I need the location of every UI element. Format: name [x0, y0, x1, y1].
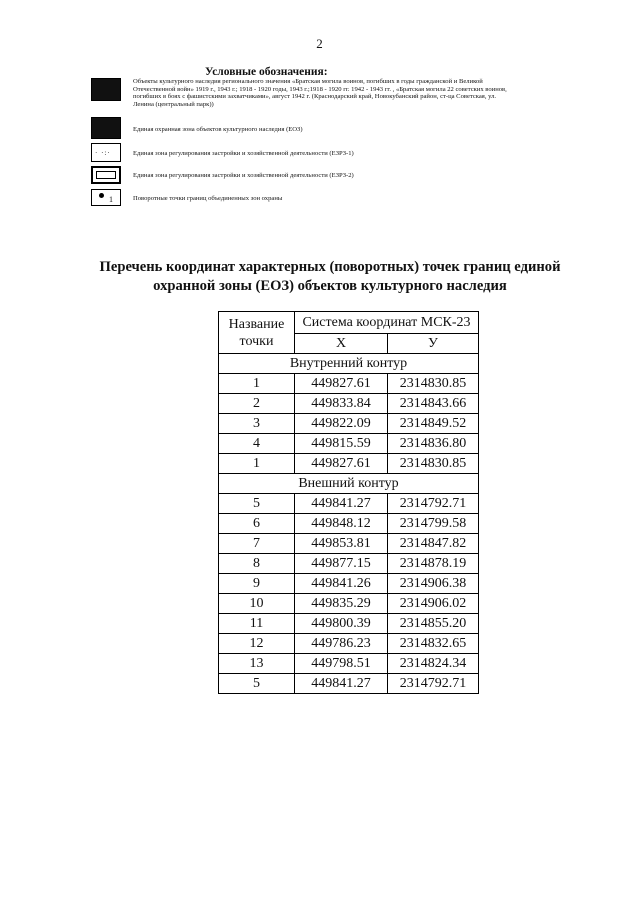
table-row	[219, 554, 479, 574]
point-marker-label: 1	[109, 195, 113, 204]
ezrz1-zone-symbol: · ·:·	[91, 143, 121, 162]
cell-x: 449815.59	[295, 434, 388, 454]
column-header-y: У	[388, 334, 479, 354]
table-row	[219, 534, 479, 554]
column-header-x: X	[295, 334, 388, 354]
ezrz2-zone-symbol	[91, 166, 121, 184]
cell-point: 3	[219, 414, 295, 434]
cell-y: 2314847.82	[388, 534, 479, 554]
table-row	[219, 654, 479, 674]
legend-item-ezrz2	[91, 166, 518, 184]
legend-item-text: Единая зона регулирования застройки и хозяйственной деятельности (ЕЗРЗ-2)	[133, 172, 354, 179]
cell-point: 12	[219, 634, 295, 654]
column-header-coordinate-system: Система координат МСК-23	[295, 312, 479, 334]
table-row	[219, 394, 479, 414]
table-row	[219, 614, 479, 634]
turning-point-symbol	[91, 189, 121, 206]
cell-y: 2314843.66	[388, 394, 479, 414]
cell-point: 10	[219, 594, 295, 614]
cell-x: 449835.29	[295, 594, 388, 614]
legend-title: Условные обозначения:	[205, 66, 328, 78]
cell-x: 449877.15	[295, 554, 388, 574]
cell-x: 449853.81	[295, 534, 388, 554]
cell-x: 449798.51	[295, 654, 388, 674]
legend-item-heritage-objects	[91, 78, 518, 108]
cell-point: 11	[219, 614, 295, 634]
cell-y: 2314855.20	[388, 614, 479, 634]
cell-y: 2314849.52	[388, 414, 479, 434]
eoz-zone-symbol	[91, 117, 121, 139]
legend-item-eoz	[91, 117, 518, 139]
coordinates-table-body	[219, 354, 479, 694]
legend-item-ezrz1	[91, 143, 518, 162]
section-header-row	[219, 474, 479, 494]
heading-line-1: Перечень координат характерных (поворотных) точек границ единой	[99, 259, 561, 275]
cell-y: 2314830.85	[388, 454, 479, 474]
cell-point: 7	[219, 534, 295, 554]
document-heading	[60, 258, 600, 296]
cell-x: 449841.26	[295, 574, 388, 594]
cell-x: 449827.61	[295, 454, 388, 474]
page-number: 2	[316, 36, 323, 51]
cell-point: 1	[219, 454, 295, 474]
legend-item-text: Единая охранная зона объектов культурного наследия (ЕОЗ)	[133, 126, 303, 133]
column-header-point-name: Название точки	[219, 312, 295, 354]
cell-y: 2314792.71	[388, 494, 479, 514]
cell-y: 2314906.02	[388, 594, 479, 614]
cell-point: 1	[219, 374, 295, 394]
table-row	[219, 494, 479, 514]
cell-x: 449827.61	[295, 374, 388, 394]
legend-item-text: Объекты культурного наследия регионального значения «Братская могила воинов, погибших в годы гражданской и Великой Отечественной войн» 1919 г., 1943 г.; 1918 - 1920 годы, 1943 г.;1918 - 1920 гг. 1942 - 1943 гг. , «Братская могила 22 советских воинов, погибших в боях с фашистскими захватчиками», август 1942 г. (Краснодарский край, Новокубанский район, ст-ца Советская, ул. Ленина (центральный парк))	[133, 78, 507, 108]
table-row	[219, 414, 479, 434]
section-header-row	[219, 354, 479, 374]
legend-item-text: Поворотные точки границ объединенных зон охраны	[133, 195, 283, 202]
table-row	[219, 594, 479, 614]
cell-point: 13	[219, 654, 295, 674]
coordinates-table	[218, 311, 479, 694]
cell-y: 2314799.58	[388, 514, 479, 534]
cell-point: 8	[219, 554, 295, 574]
cell-y: 2314906.38	[388, 574, 479, 594]
cell-point: 5	[219, 494, 295, 514]
cell-y: 2314832.65	[388, 634, 479, 654]
table-row	[219, 374, 479, 394]
cell-y: 2314824.34	[388, 654, 479, 674]
cell-y: 2314878.19	[388, 554, 479, 574]
cell-y: 2314830.85	[388, 374, 479, 394]
table-row	[219, 514, 479, 534]
cell-x: 449841.27	[295, 494, 388, 514]
table-row	[219, 434, 479, 454]
cell-point: 6	[219, 514, 295, 534]
cell-point: 4	[219, 434, 295, 454]
legend-item-turning-points	[91, 189, 518, 206]
cell-point: 2	[219, 394, 295, 414]
cell-x: 449800.39	[295, 614, 388, 634]
cell-x: 449786.23	[295, 634, 388, 654]
cell-point: 5	[219, 674, 295, 694]
legend-item-text: Единая зона регулирования застройки и хозяйственной деятельности (ЕЗРЗ-1)	[133, 150, 354, 157]
cell-x: 449848.12	[295, 514, 388, 534]
cell-x: 449822.09	[295, 414, 388, 434]
cell-x: 449833.84	[295, 394, 388, 414]
heading-line-2: охранной зоны (ЕОЗ) объектов культурного наследия	[153, 278, 507, 294]
cell-y: 2314792.71	[388, 674, 479, 694]
table-row	[219, 634, 479, 654]
section-title: Внешний контур	[219, 474, 479, 494]
section-title: Внутренний контур	[219, 354, 479, 374]
table-row	[219, 674, 479, 694]
point-dot-icon	[99, 193, 104, 198]
heritage-object-symbol	[91, 78, 121, 101]
table-row	[219, 574, 479, 594]
table-row	[219, 454, 479, 474]
cell-point: 9	[219, 574, 295, 594]
cell-x: 449841.27	[295, 674, 388, 694]
cell-y: 2314836.80	[388, 434, 479, 454]
